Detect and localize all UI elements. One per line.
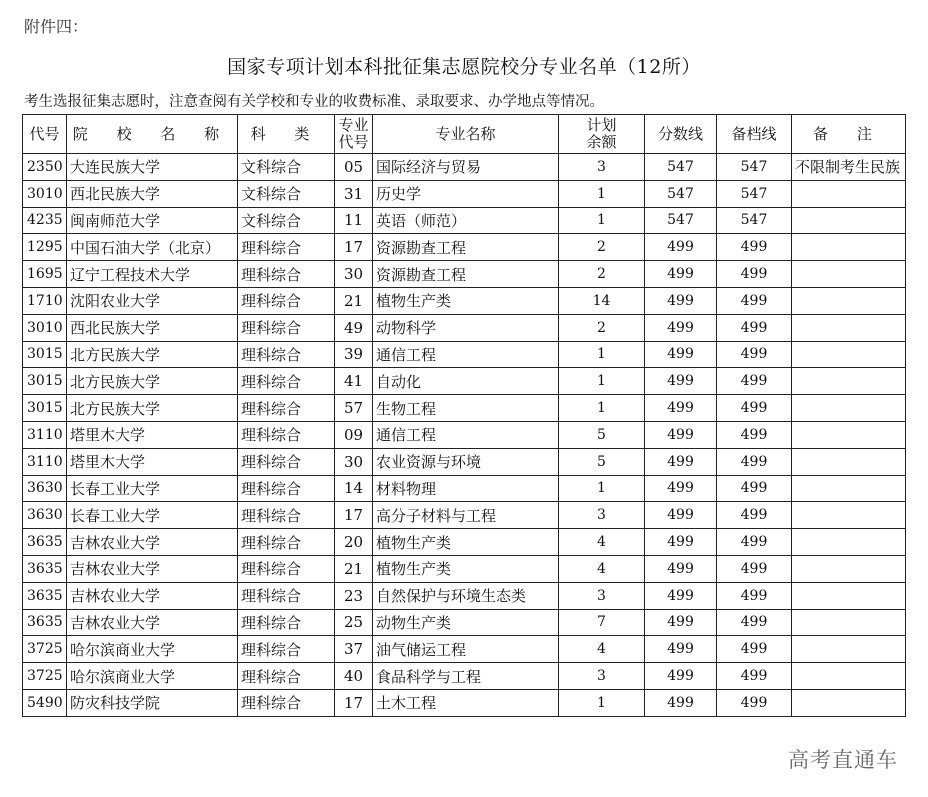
- row-remark: [792, 368, 906, 395]
- table-row: [23, 154, 906, 181]
- row-major-code: 41: [335, 368, 373, 395]
- row-score-line: 547: [645, 154, 717, 181]
- row-major-code: 21: [335, 287, 373, 314]
- table-row: [23, 555, 906, 582]
- row-score-line: 547: [645, 180, 717, 207]
- row-remark: [792, 502, 906, 529]
- row-school: 长春工业大学: [67, 502, 238, 529]
- row-backup-line: 499: [717, 663, 792, 690]
- row-category: 理科综合: [238, 529, 335, 556]
- row-category: 理科综合: [238, 609, 335, 636]
- row-major-code: 14: [335, 475, 373, 502]
- row-school: 西北民族大学: [67, 180, 238, 207]
- row-plan-remaining: 14: [559, 287, 645, 314]
- row-category: 理科综合: [238, 341, 335, 368]
- row-plan-remaining: 3: [559, 582, 645, 609]
- row-school: 吉林农业大学: [67, 609, 238, 636]
- row-school: 大连民族大学: [67, 154, 238, 181]
- row-code: 3010: [23, 180, 67, 207]
- row-plan-remaining: 3: [559, 154, 645, 181]
- row-category: 理科综合: [238, 502, 335, 529]
- row-school: 塔里木大学: [67, 421, 238, 448]
- row-code: 5490: [23, 689, 67, 716]
- row-backup-line: 499: [717, 609, 792, 636]
- table-row: [23, 180, 906, 207]
- row-category: 理科综合: [238, 555, 335, 582]
- row-code: 3110: [23, 448, 67, 475]
- row-remark: [792, 341, 906, 368]
- row-major-code: 57: [335, 395, 373, 422]
- row-plan-remaining: 2: [559, 261, 645, 288]
- row-major-code: 30: [335, 261, 373, 288]
- row-major-code: 09: [335, 421, 373, 448]
- row-major-name: 高分子材料与工程: [373, 502, 559, 529]
- row-backup-line: 499: [717, 234, 792, 261]
- header-plan-line2: 余额: [586, 133, 617, 151]
- row-major-code: 39: [335, 341, 373, 368]
- row-school: 沈阳农业大学: [67, 287, 238, 314]
- row-code: 3010: [23, 314, 67, 341]
- row-backup-line: 499: [717, 502, 792, 529]
- row-remark: [792, 663, 906, 690]
- row-major-name: 油气储运工程: [373, 636, 559, 663]
- header-code: 代号: [23, 115, 67, 154]
- header-remark-text: 备 注: [813, 124, 884, 143]
- row-remark: [792, 582, 906, 609]
- row-remark: [792, 689, 906, 716]
- table-row: [23, 609, 906, 636]
- table-row: [23, 636, 906, 663]
- row-category: 理科综合: [238, 395, 335, 422]
- row-school: 吉林农业大学: [67, 582, 238, 609]
- row-school: 辽宁工程技术大学: [67, 261, 238, 288]
- table-row: [23, 663, 906, 690]
- row-score-line: 499: [645, 368, 717, 395]
- row-plan-remaining: 3: [559, 502, 645, 529]
- row-backup-line: 499: [717, 261, 792, 288]
- watermark-text: 高考直通车: [788, 748, 898, 772]
- row-major-name: 植物生产类: [373, 555, 559, 582]
- row-backup-line: 499: [717, 582, 792, 609]
- row-category: 理科综合: [238, 663, 335, 690]
- row-remark: 不限制考生民族: [792, 154, 906, 181]
- row-backup-line: 499: [717, 287, 792, 314]
- header-major-name: 专业名称: [373, 115, 559, 154]
- row-backup-line: 499: [717, 421, 792, 448]
- row-score-line: 499: [645, 287, 717, 314]
- row-major-code: 17: [335, 502, 373, 529]
- row-school: 防灾科技学院: [67, 689, 238, 716]
- row-code: 3630: [23, 502, 67, 529]
- row-code: 3725: [23, 663, 67, 690]
- row-score-line: 547: [645, 207, 717, 234]
- row-score-line: 499: [645, 663, 717, 690]
- row-backup-line: 499: [717, 448, 792, 475]
- row-major-name: 资源勘查工程: [373, 234, 559, 261]
- row-major-name: 历史学: [373, 180, 559, 207]
- row-code: 3015: [23, 368, 67, 395]
- row-major-code: 23: [335, 582, 373, 609]
- row-remark: [792, 395, 906, 422]
- row-major-name: 通信工程: [373, 341, 559, 368]
- row-backup-line: 499: [717, 395, 792, 422]
- row-category: 理科综合: [238, 475, 335, 502]
- row-major-code: 05: [335, 154, 373, 181]
- row-category: 文科综合: [238, 180, 335, 207]
- row-backup-line: 499: [717, 636, 792, 663]
- table-row: [23, 341, 906, 368]
- row-plan-remaining: 1: [559, 180, 645, 207]
- row-major-name: 国际经济与贸易: [373, 154, 559, 181]
- row-backup-line: 499: [717, 529, 792, 556]
- row-school: 西北民族大学: [67, 314, 238, 341]
- row-code: 1710: [23, 287, 67, 314]
- row-major-code: 30: [335, 448, 373, 475]
- header-category-text: 科 类: [250, 124, 322, 143]
- row-major-code: 17: [335, 689, 373, 716]
- row-code: 3725: [23, 636, 67, 663]
- row-category: 文科综合: [238, 207, 335, 234]
- row-major-code: 21: [335, 555, 373, 582]
- row-code: 4235: [23, 207, 67, 234]
- table-row: [23, 395, 906, 422]
- row-major-code: 37: [335, 636, 373, 663]
- row-school: 中国石油大学（北京）: [67, 234, 238, 261]
- header-backup-line: 备档线: [717, 115, 792, 154]
- table-header: [23, 115, 906, 154]
- row-category: 理科综合: [238, 421, 335, 448]
- row-category: 理科综合: [238, 261, 335, 288]
- row-school: 长春工业大学: [67, 475, 238, 502]
- row-school: 吉林农业大学: [67, 555, 238, 582]
- header-remark: [792, 115, 906, 154]
- row-plan-remaining: 5: [559, 421, 645, 448]
- row-major-name: 生物工程: [373, 395, 559, 422]
- row-backup-line: 499: [717, 314, 792, 341]
- notice-text: 考生选报征集志愿时，注意查阅有关学校和专业的收费标准、录取要求、办学地点等情况。: [24, 94, 604, 110]
- header-major-code-line2: 代号: [338, 133, 369, 151]
- row-major-name: 动物科学: [373, 314, 559, 341]
- row-backup-line: 547: [717, 180, 792, 207]
- header-plan-line1: 计划: [586, 116, 617, 134]
- row-major-code: 11: [335, 207, 373, 234]
- row-score-line: 499: [645, 555, 717, 582]
- row-major-name: 英语（师范）: [373, 207, 559, 234]
- header-school: [67, 115, 238, 154]
- row-code: 3110: [23, 421, 67, 448]
- row-category: 理科综合: [238, 689, 335, 716]
- table-row: [23, 529, 906, 556]
- row-school: 北方民族大学: [67, 368, 238, 395]
- row-major-name: 土木工程: [373, 689, 559, 716]
- row-remark: [792, 555, 906, 582]
- row-backup-line: 499: [717, 555, 792, 582]
- table-row: [23, 475, 906, 502]
- row-score-line: 499: [645, 314, 717, 341]
- row-major-name: 动物生产类: [373, 609, 559, 636]
- row-code: 3015: [23, 341, 67, 368]
- row-score-line: 499: [645, 689, 717, 716]
- row-remark: [792, 421, 906, 448]
- table-body: [23, 154, 906, 717]
- row-plan-remaining: 4: [559, 636, 645, 663]
- row-major-code: 17: [335, 234, 373, 261]
- row-major-name: 自然保护与环境生态类: [373, 582, 559, 609]
- row-major-name: 食品科学与工程: [373, 663, 559, 690]
- row-remark: [792, 180, 906, 207]
- row-major-name: 自动化: [373, 368, 559, 395]
- table-row: [23, 287, 906, 314]
- row-plan-remaining: 3: [559, 663, 645, 690]
- row-remark: [792, 287, 906, 314]
- row-plan-remaining: 5: [559, 448, 645, 475]
- table-row: [23, 368, 906, 395]
- row-plan-remaining: 2: [559, 314, 645, 341]
- row-major-name: 材料物理: [373, 475, 559, 502]
- row-plan-remaining: 2: [559, 234, 645, 261]
- row-plan-remaining: 1: [559, 475, 645, 502]
- row-score-line: 499: [645, 448, 717, 475]
- row-score-line: 499: [645, 421, 717, 448]
- row-school: 塔里木大学: [67, 448, 238, 475]
- row-code: 3635: [23, 555, 67, 582]
- row-remark: [792, 609, 906, 636]
- row-category: 理科综合: [238, 287, 335, 314]
- row-plan-remaining: 1: [559, 207, 645, 234]
- row-school: 哈尔滨商业大学: [67, 663, 238, 690]
- admission-table: [22, 114, 906, 717]
- row-major-code: 31: [335, 180, 373, 207]
- table-row: [23, 502, 906, 529]
- table-row: [23, 421, 906, 448]
- row-remark: [792, 261, 906, 288]
- table-row: [23, 582, 906, 609]
- header-category: [238, 115, 335, 154]
- row-major-name: 通信工程: [373, 421, 559, 448]
- row-category: 理科综合: [238, 448, 335, 475]
- row-plan-remaining: 1: [559, 368, 645, 395]
- row-category: 文科综合: [238, 154, 335, 181]
- row-plan-remaining: 1: [559, 689, 645, 716]
- row-backup-line: 499: [717, 475, 792, 502]
- row-category: 理科综合: [238, 234, 335, 261]
- row-backup-line: 499: [717, 368, 792, 395]
- row-plan-remaining: 1: [559, 341, 645, 368]
- row-major-name: 植物生产类: [373, 529, 559, 556]
- row-score-line: 499: [645, 529, 717, 556]
- row-code: 1295: [23, 234, 67, 261]
- row-backup-line: 499: [717, 689, 792, 716]
- row-backup-line: 547: [717, 154, 792, 181]
- row-code: 3635: [23, 582, 67, 609]
- row-major-name: 农业资源与环境: [373, 448, 559, 475]
- row-score-line: 499: [645, 609, 717, 636]
- row-remark: [792, 475, 906, 502]
- row-plan-remaining: 1: [559, 395, 645, 422]
- row-category: 理科综合: [238, 582, 335, 609]
- row-score-line: 499: [645, 475, 717, 502]
- row-score-line: 499: [645, 234, 717, 261]
- row-school: 吉林农业大学: [67, 529, 238, 556]
- table-row: [23, 448, 906, 475]
- row-remark: [792, 234, 906, 261]
- row-code: 3635: [23, 609, 67, 636]
- row-remark: [792, 448, 906, 475]
- row-code: 3635: [23, 529, 67, 556]
- header-plan-remaining: [559, 115, 645, 154]
- row-school: 北方民族大学: [67, 395, 238, 422]
- row-remark: [792, 314, 906, 341]
- row-major-code: 40: [335, 663, 373, 690]
- row-score-line: 499: [645, 341, 717, 368]
- row-score-line: 499: [645, 261, 717, 288]
- row-plan-remaining: 7: [559, 609, 645, 636]
- header-score-line: 分数线: [645, 115, 717, 154]
- row-code: 3015: [23, 395, 67, 422]
- attachment-label: 附件四：: [24, 17, 89, 36]
- row-remark: [792, 636, 906, 663]
- row-code: 1695: [23, 261, 67, 288]
- row-backup-line: 499: [717, 341, 792, 368]
- row-category: 理科综合: [238, 636, 335, 663]
- row-plan-remaining: 4: [559, 529, 645, 556]
- row-major-code: 20: [335, 529, 373, 556]
- row-major-name: 资源勘查工程: [373, 261, 559, 288]
- table-row: [23, 234, 906, 261]
- row-major-name: 植物生产类: [373, 287, 559, 314]
- row-remark: [792, 529, 906, 556]
- row-school: 北方民族大学: [67, 341, 238, 368]
- row-remark: [792, 207, 906, 234]
- table-row: [23, 689, 906, 716]
- row-school: 哈尔滨商业大学: [67, 636, 238, 663]
- header-school-text: 院 校 名 称: [72, 124, 232, 143]
- row-category: 理科综合: [238, 368, 335, 395]
- row-school: 闽南师范大学: [67, 207, 238, 234]
- row-major-code: 49: [335, 314, 373, 341]
- header-major-code: [335, 115, 373, 154]
- header-major-code-line1: 专业: [338, 116, 369, 134]
- table-row: [23, 314, 906, 341]
- row-score-line: 499: [645, 582, 717, 609]
- row-score-line: 499: [645, 502, 717, 529]
- table-row: [23, 261, 906, 288]
- row-plan-remaining: 4: [559, 555, 645, 582]
- row-major-code: 25: [335, 609, 373, 636]
- row-score-line: 499: [645, 636, 717, 663]
- row-category: 理科综合: [238, 314, 335, 341]
- row-backup-line: 547: [717, 207, 792, 234]
- table-row: [23, 207, 906, 234]
- row-code: 3630: [23, 475, 67, 502]
- row-code: 2350: [23, 154, 67, 181]
- row-score-line: 499: [645, 395, 717, 422]
- document-title: 国家专项计划本科批征集志愿院校分专业名单（12所）: [227, 56, 701, 78]
